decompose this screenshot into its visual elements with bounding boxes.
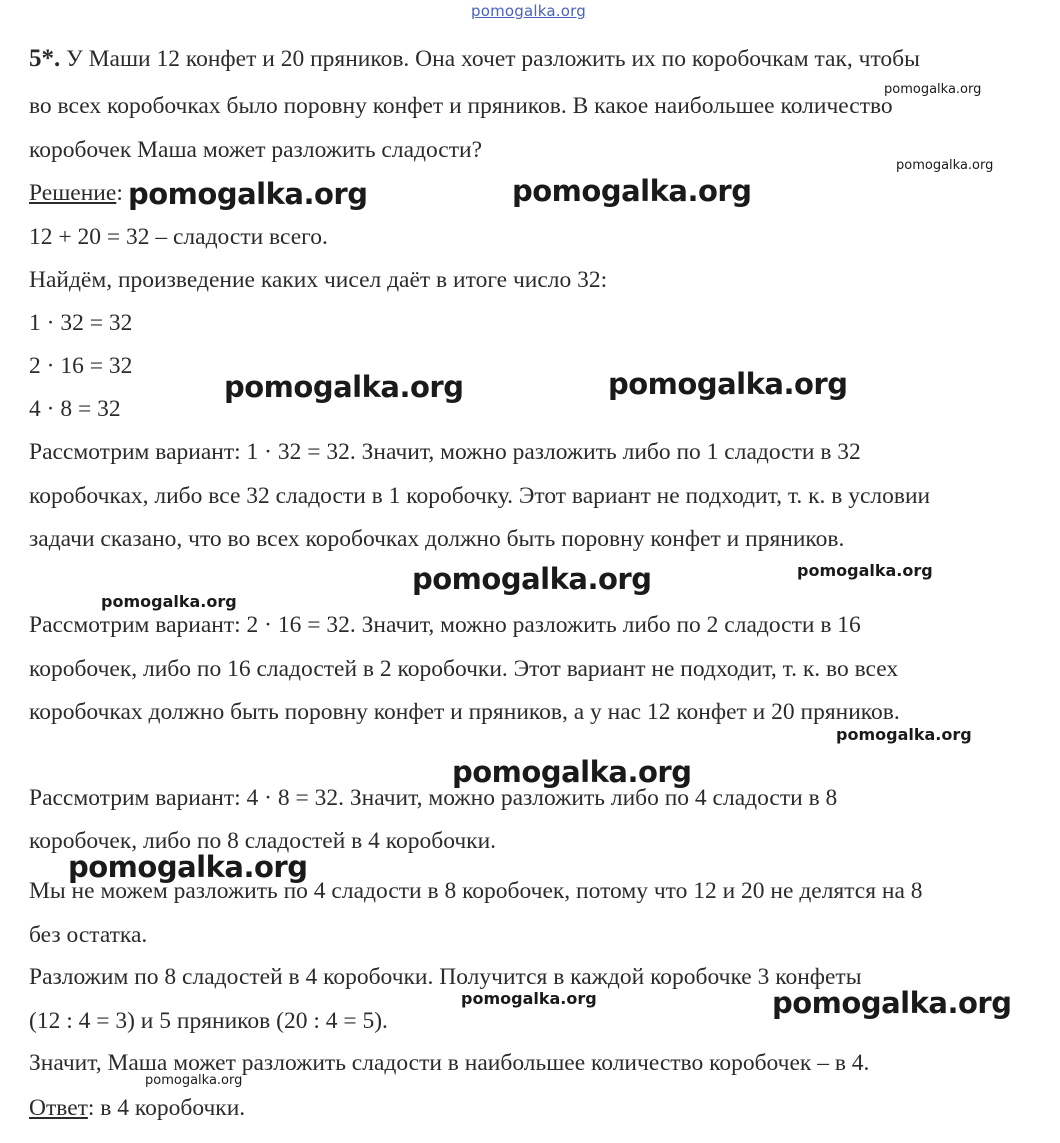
task-number: 5*. [29,45,61,72]
solution-line-7: коробочках, либо все 32 сладости в 1 коробочку. Этот вариант не подходит, т. к. в условии [29,483,931,509]
solution-line-17: (12 : 4 = 3) и 5 пряников (20 : 4 = 5). [29,1008,388,1034]
watermark: pomogalka.org [836,725,972,744]
solution-line-3: 1 · 32 = 32 [29,310,133,336]
watermark: pomogalka.org [412,562,652,596]
solution-heading [29,178,123,208]
task-line-2: во всех коробочках было поровну конфет и пряников. В какое наибольшее количество [29,93,893,119]
solution-line-10: коробочек, либо по 16 сладостей в 2 коробочки. Этот вариант не подходит, т. к. во всех [29,656,899,682]
watermark: pomogalka.org [461,989,597,1008]
solution-line-6: Рассмотрим вариант: 1 · 32 = 32. Значит, можно разложить либо по 1 сладости в 32 [29,439,861,465]
solution-heading-label: Решение [29,180,117,206]
solution-line-5: 4 · 8 = 32 [29,396,121,422]
answer-line [29,1093,245,1123]
solution-line-1: 12 + 20 = 32 – сладости всего. [29,224,328,250]
solution-line-16: Разложим по 8 сладостей в 4 коробочки. Получится в каждой коробочке 3 конфеты [29,964,862,990]
task-line-1 [29,44,920,74]
site-link[interactable]: pomogalka.org [471,2,586,20]
solution-line-12: Рассмотрим вариант: 4 · 8 = 32. Значит, можно разложить либо по 4 сладости в 8 [29,785,838,811]
task-text-1: У Маши 12 конфет и 20 пряников. Она хочет разложить их по коробочкам так, чтобы [66,46,920,72]
solution-line-14: Мы не можем разложить по 4 сладости в 8 коробочек, потому что 12 и 20 не делятся на 8 [29,878,923,904]
answer-text: : в 4 коробочки. [87,1095,246,1121]
watermark: pomogalka.org [512,174,752,208]
watermark: pomogalka.org [68,850,308,884]
watermark: pomogalka.org [608,367,848,401]
watermark: pomogalka.org [772,986,1012,1020]
solution-line-15: без остатка. [29,922,148,948]
watermark: pomogalka.org [145,1073,243,1088]
solution-line-11: коробочках должно быть поровну конфет и пряников, а у нас 12 конфет и 20 пряников. [29,699,900,725]
watermark: pomogalka.org [128,177,368,211]
solution-line-18: Значит, Маша может разложить сладости в наибольшее количество коробочек – в 4. [29,1050,870,1076]
solution-line-8: задачи сказано, что во всех коробочках должно быть поровну конфет и пряников. [29,526,845,552]
watermark: pomogalka.org [896,158,994,173]
watermark: pomogalka.org [101,592,237,611]
solution-line-2: Найдём, произведение каких чисел даёт в итоге число 32: [29,267,608,293]
solution-heading-colon: : [116,180,123,206]
solution-line-9: Рассмотрим вариант: 2 · 16 = 32. Значит, можно разложить либо по 2 сладости в 16 [29,612,861,638]
solution-line-13: коробочек, либо по 8 сладостей в 4 коробочки. [29,828,497,854]
watermark: pomogalka.org [452,755,692,789]
watermark: pomogalka.org [884,82,982,97]
watermark: pomogalka.org [224,370,464,404]
task-line-3: коробочек Маша может разложить сладости? [29,137,482,163]
watermark: pomogalka.org [797,561,933,580]
answer-label: Ответ [29,1095,88,1121]
solution-line-4: 2 · 16 = 32 [29,353,133,379]
